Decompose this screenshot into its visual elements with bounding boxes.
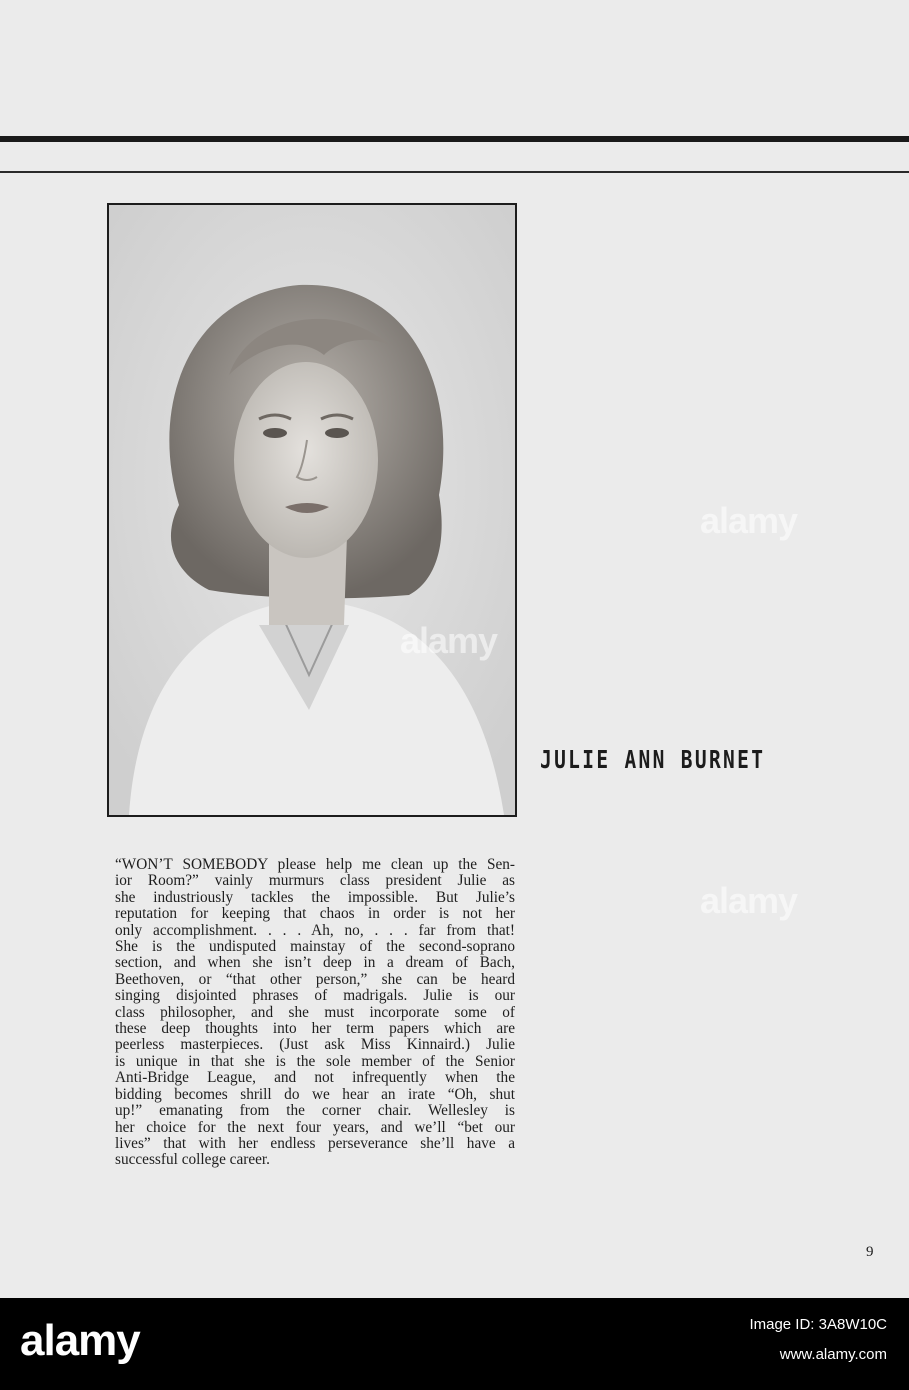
bio-line: is unique in that she is the sole member of the Senior — [115, 1052, 515, 1070]
bio-line: Anti-Bridge League, and not infrequently when the — [115, 1069, 515, 1087]
watermark: alamy — [700, 500, 798, 541]
bio-line: her choice for the next four years, and we’ll “bet our — [115, 1118, 515, 1136]
bio-line: She is the undisputed mainstay of the second-soprano — [115, 938, 515, 956]
portrait-photo — [107, 203, 517, 817]
footer-logo: alamy — [20, 1316, 140, 1365]
bio-line: lives” that with her endless perseverance she’ll have a — [115, 1134, 515, 1152]
header-rule-thin — [0, 171, 909, 173]
page-number: 9 — [866, 1244, 874, 1260]
bio-line: Beethoven, or “that other person,” she can be heard — [115, 970, 515, 988]
bio-line: up!” emanating from the corner chair. Wellesley is — [115, 1102, 515, 1120]
footer-url: www.alamy.com — [779, 1346, 887, 1363]
student-name: JULIE ANN BURNET — [540, 745, 766, 774]
bio-line: she industriously tackles the impossible. But Julie’s — [115, 888, 515, 906]
bio-line: peerless masterpieces. (Just ask Miss Kinnaird.) Julie — [115, 1036, 515, 1054]
bio-line: singing disjointed phrases of madrigals. Julie is our — [115, 987, 515, 1005]
header-rule-thick — [0, 136, 909, 142]
bio-line: “WON’T SOMEBODY please help me clean up the Sen- — [115, 856, 515, 873]
watermark: alamy — [700, 880, 798, 921]
watermark: alamy — [400, 620, 498, 661]
bio-line: section, and when she isn’t deep in a dream of Bach, — [115, 954, 515, 972]
stock-footer — [0, 1298, 909, 1390]
bio-line: reputation for keeping that chaos in order is not her — [115, 905, 515, 923]
bio-line: these deep thoughts into her term papers which are — [115, 1020, 515, 1038]
image-id: Image ID: 3A8W10C — [749, 1316, 887, 1333]
bio-line: successful college career. — [115, 1151, 271, 1169]
bio-line: ior Room?” vainly murmurs class president Julie as — [115, 872, 515, 890]
portrait-illustration — [109, 205, 515, 815]
bio-line: bidding becomes shrill do we hear an irate “Oh, shut — [115, 1085, 515, 1103]
bio-line: class philosopher, and she must incorporate some of — [115, 1003, 515, 1021]
bio-paragraph — [115, 857, 515, 1169]
bio-line: only accomplishment. . . . Ah, no, . . . far from that! — [115, 921, 515, 939]
